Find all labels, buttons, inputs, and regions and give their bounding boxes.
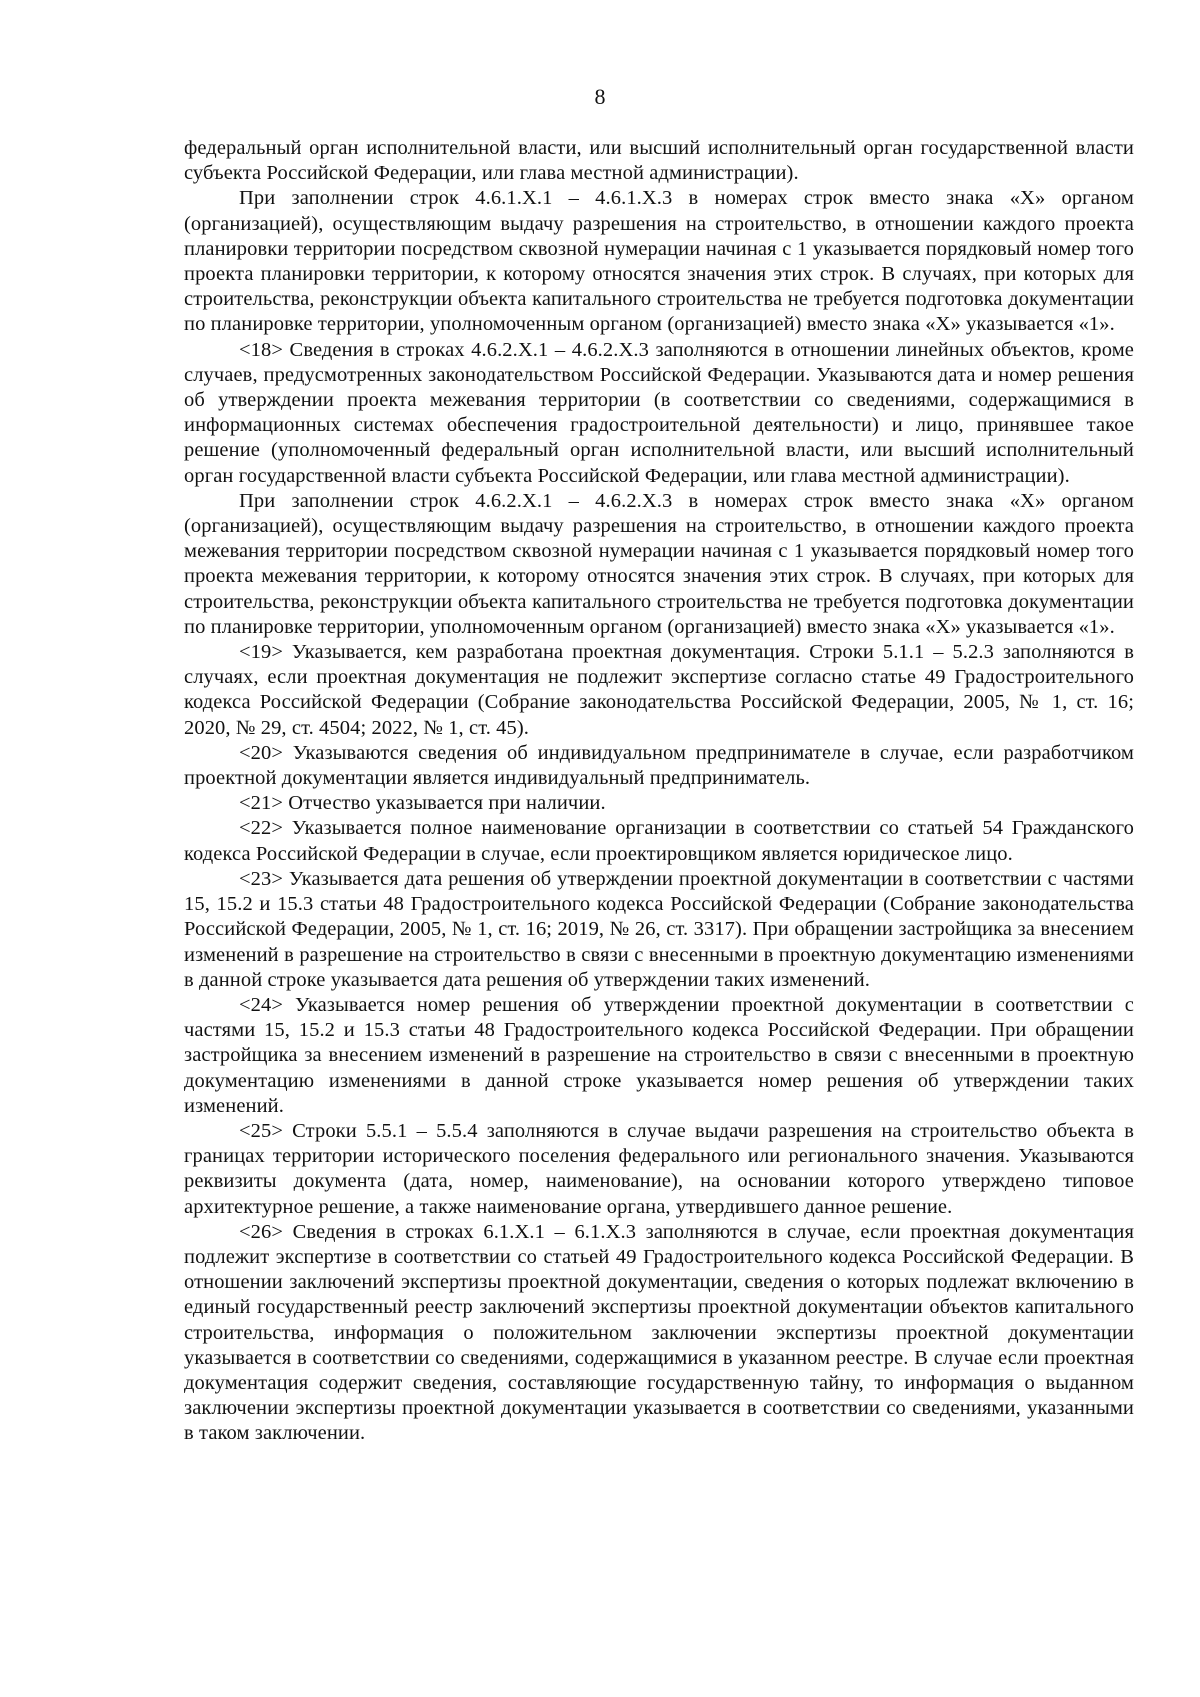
paragraph-continuation: федеральный орган исполнительной власти, или высший исполнительный орган государственной власти субъекта Российской Федерации, или глава местной администрации).	[184, 137, 1134, 185]
paragraph-rows-4-6-2: При заполнении строк 4.6.2.Х.1 – 4.6.2.Х.3 в номерах строк вместо знака «Х» органом (организацией), осуществляющим выдачу разрешения на строительство, в отношении каждого проекта межевания территории посредством сквозной нумерации начиная с 1 указывается порядковый номер того проекта межевания территории, к которому относятся значения этих строк. В случаях, при которых для строительства, реконструкции объекта капитального строительства не требуется подготовка документации по планировке территории, уполномоченным органом (организацией) вместо знака «Х» указывается «1».	[184, 489, 1134, 638]
page-number: 8	[594, 84, 606, 109]
document-body	[184, 136, 1134, 1447]
footnote-23: <23> Указывается дата решения об утверждении проектной документации в соответствии с частями 15, 15.2 и 15.3 статьи 48 Градостроительного кодекса Российской Федерации (Собрание законодательства Российской Федерации, 2005, № 1, ст. 16; 2019, № 26, ст. 3317). При обращении застройщика за внесением изменений в разрешение на строительство в связи с внесенными в проектную документацию изменениями в данной строке указывается дата решения об утверждении таких изменений.	[184, 867, 1134, 991]
footnote-19: <19> Указывается, кем разработана проектная документация. Строки 5.1.1 – 5.2.3 заполняются в случаях, если проектная документация не подлежит экспертизе согласно статье 49 Градостроительного кодекса Российской Федерации (Собрание законодательства Российской Федерации, 2005, № 1, ст. 16; 2020, № 29, ст. 4504; 2022, № 1, ст. 45).	[184, 641, 1134, 739]
footnote-21: <21> Отчество указывается при наличии.	[239, 792, 606, 815]
footnote-24: <24> Указывается номер решения об утверждении проектной документации в соответствии с частями 15, 15.2 и 15.3 статьи 48 Градостроительного кодекса Российской Федерации. При обращении застройщика за внесением изменений в разрешение на строительство в связи с внесенными в проектную документацию изменениями в данной строке указывается номер решения об утверждении таких изменений.	[184, 993, 1134, 1117]
paragraph-rows-4-6-1: При заполнении строк 4.6.1.Х.1 – 4.6.1.Х.3 в номерах строк вместо знака «Х» органом (организацией), осуществляющим выдачу разрешения на строительство, в отношении каждого проекта планировки территории посредством сквозной нумерации начиная с 1 указывается порядковый номер того проекта планировки территории, к которому относятся значения этих строк. В случаях, при которых для строительства, реконструкции объекта капитального строительства не требуется подготовка документации по планировке территории, уполномоченным органом (организацией) вместо знака «Х» указывается «1».	[184, 187, 1134, 336]
footnote-18: <18> Сведения в строках 4.6.2.Х.1 – 4.6.2.Х.3 заполняются в отношении линейных объектов, кроме случаев, предусмотренных законодательством Российской Федерации. Указываются дата и номер решения об утверждении проекта межевания территории (в соответствии со сведениями, содержащимися в информационных системах обеспечения градостроительной деятельности) и лицо, принявшее такое решение (уполномоченный федеральный орган исполнительной власти, или высший исполнительный орган государственной власти субъекта Российской Федерации, или глава местной администрации).	[184, 338, 1134, 487]
footnote-22: <22> Указывается полное наименование организации в соответствии со статьей 54 Гражданского кодекса Российской Федерации в случае, если проектировщиком является юридическое лицо.	[184, 817, 1134, 865]
footnote-20: <20> Указываются сведения об индивидуальном предпринимателе в случае, если разработчиком проектной документации является индивидуальный предприниматель.	[184, 741, 1134, 790]
footnote-26: <26> Сведения в строках 6.1.Х.1 – 6.1.Х.3 заполняются в случае, если проектная документация подлежит экспертизе в соответствии со статьей 49 Градостроительного кодекса Российской Федерации. В отношении заключений экспертизы проектной документации, сведения о которых подлежат включению в единый государственный реестр заключений экспертизы проектной документации объектов капитального строительства, информация о положительном заключении экспертизы проектной документации указывается в соответствии со сведениями, содержащимися в указанном реестре. В случае если проектная документация содержит сведения, составляющие государственную тайну, то информация о выданном заключении экспертизы проектной документации указывается в соответствии со сведениями, указанными в таком заключении.	[184, 1220, 1134, 1445]
footnote-25: <25> Строки 5.5.1 – 5.5.4 заполняются в случае выдачи разрешения на строительство объекта в границах территории исторического поселения федерального или регионального значения. Указываются реквизиты документа (дата, номер, наименование), на основании которого утверждено типовое архитектурное решение, а также наименование органа, утвердившего данное решение.	[184, 1119, 1134, 1218]
